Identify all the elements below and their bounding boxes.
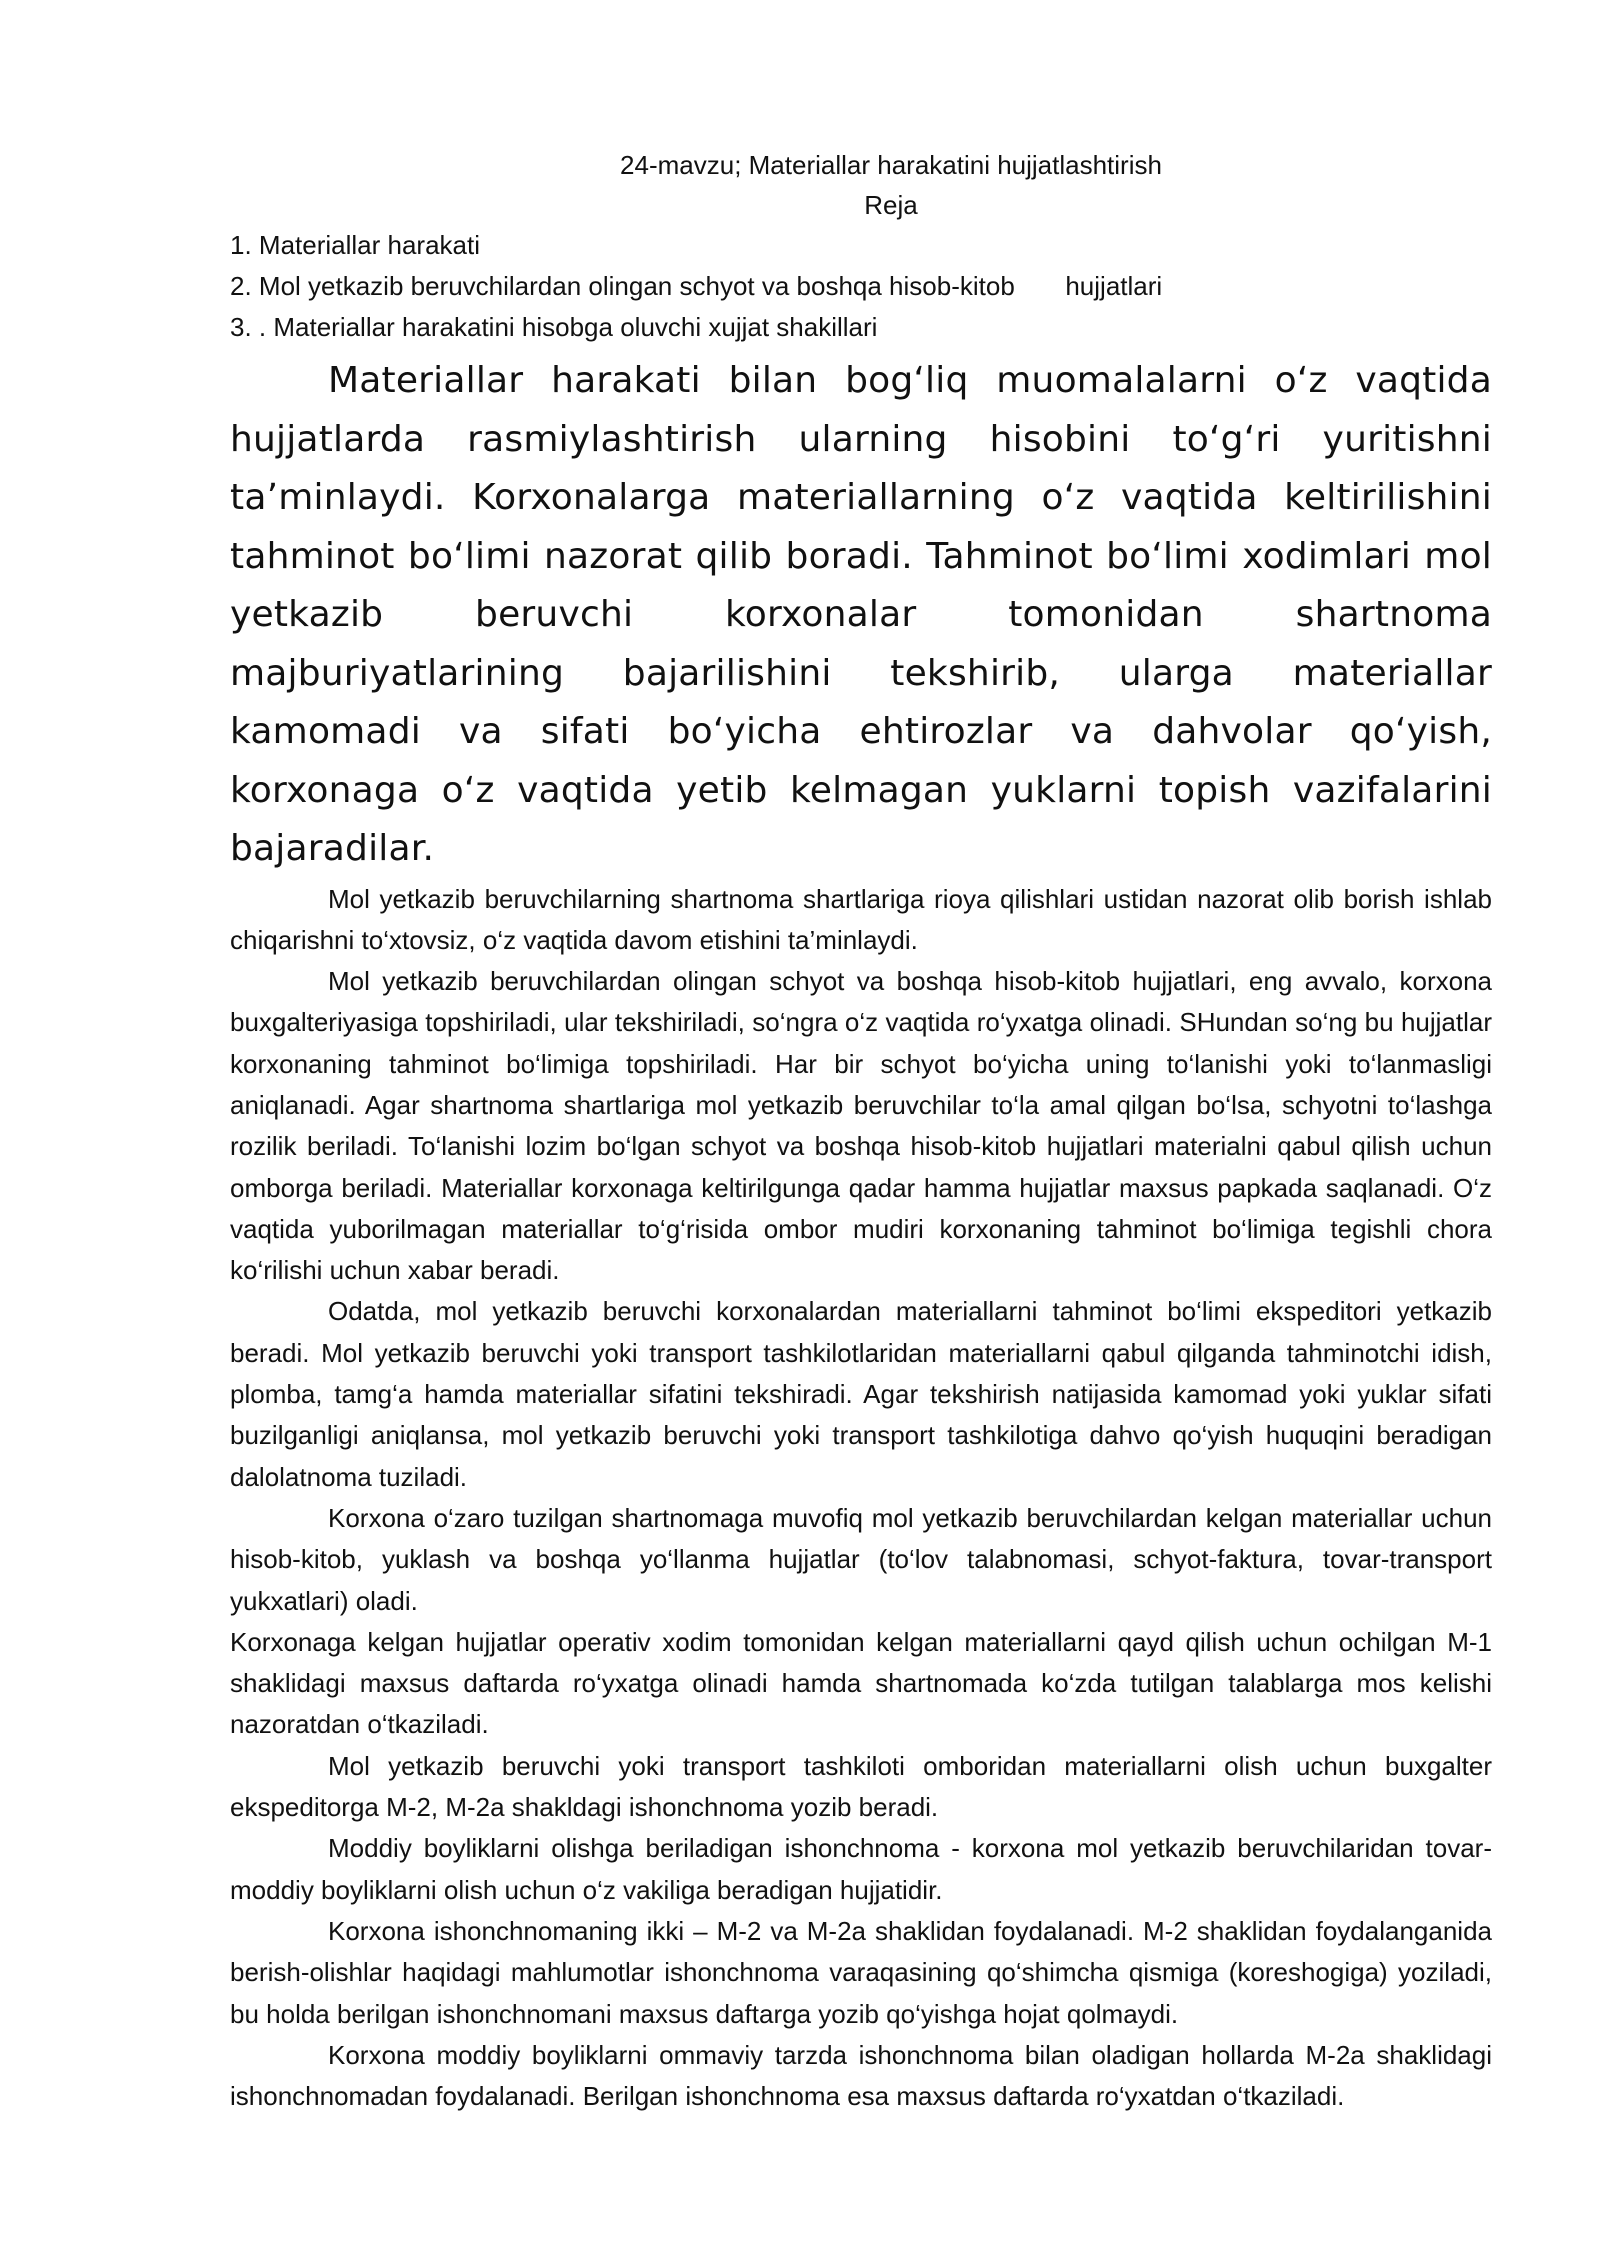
body-paragraph-8: Korxona ishonchnomaning ikki – M-2 va M-2a shaklidan foydalanadi. M-2 shaklidan foydalanganida berish-olishlar haqidagi mahlumotlar ishonchnoma varaqasining qo‘shimcha qismiga (koreshogiga) yoziladi, bu holda berilgan ishonchnomani maxsus daftarga yozib qo‘yishga hojat qolmaydi.: [230, 1915, 1492, 2029]
body-paragraph-2: Mol yetkazib beruvchilardan olingan schyot va boshqa hisob-kitob hujjatlari, eng avvalo, korxona buxgalteriyasiga topshiriladi, ular tekshiriladi, so‘ngra o‘z vaqtida ro‘yxatga olinadi. SHundan so‘ng bu hujjatlar korxonaning tahminot bo‘limiga topshiriladi. Har bir schyot bo‘yicha uning to‘lanishi yoki to‘lanmasligi aniqlanadi. Agar shartnoma shartlariga mol yetkazib beruvchilar to‘la amal qilgan bo‘lsa, schyotni to‘lashga rozilik beriladi. To‘lanishi lozim bo‘lgan schyot va boshqa hisob-kitob hujjatlari materialni qabul qilish uchun omborga beriladi. Materiallar korxonaga keltirilgunga qadar hamma hujjatlar maxsus papkada saqlanadi. O‘z vaqtida yuborilmagan materiallar to‘g‘risida ombor mudiri korxonaning tahminot bo‘limiga tegishli chora ko‘rilishi uchun xabar beradi.: [230, 966, 1492, 1286]
document-title: 24-mavzu; Materiallar harakatini hujjatlashtirish: [620, 150, 1162, 180]
document-page: [230, 145, 1492, 2117]
lead-paragraph: Materiallar harakati bilan bog‘liq muomalalarni o‘z vaqtida hujjatlarda rasmiylashtirish ularning hisobini to‘g‘ri yuritishni ta’minlaydi. Korxonalarga materiallarning o‘z vaqtida keltirilishini tahminot bo‘limi nazorat qilib boradi. Tahminot bo‘limi xodimlari mol yetkazib beruvchi korxonalar tomonidan shartnoma majburiyatlarining bajarilishini tekshirib, ularga materiallar kamomadi va sifati bo‘yicha ehtirozlar va dahvolar qo‘yish, korxonaga o‘z vaqtida yetib kelmagan yuklarni topish vazifalarini bajaradilar.: [230, 360, 1492, 869]
body-paragraph-7: Moddiy boyliklarni olishga beriladigan ishonchnoma - korxona mol yetkazib beruvchilaridan tovar-moddiy boyliklarni olish uchun o‘z vakiliga beradigan hujjatidir.: [230, 1833, 1492, 1905]
body-paragraph-1: Mol yetkazib beruvchilarning shartnoma shartlariga rioya qilishlari ustidan nazorat olib borish ishlab chiqarishni to‘xtovsiz, o‘z vaqtida davom etishini ta’minlaydi.: [230, 883, 1492, 955]
plan-item-1: 1. Materiallar harakati: [230, 230, 480, 260]
body-paragraph-6: Mol yetkazib beruvchi yoki transport tashkiloti omboridan materiallarni olish uchun buxgalter ekspeditorga M-2, M-2a shakldagi ishonchnoma yozib beradi.: [230, 1750, 1492, 1823]
body-paragraph-5: Korxonaga kelgan hujjatlar operativ xodim tomonidan kelgan materiallarni qayd qilish uchun ochilgan M-1 shaklidagi maxsus daftarda ro‘yxatga olinadi hamda shartnomada ko‘zda tutilgan talablarga mos kelishi nazoratdan o‘tkaziladi.: [230, 1626, 1492, 1740]
plan-item-2: 2. Mol yetkazib beruvchilardan olingan schyot va boshqa hisob-kitob hujjatlari: [230, 271, 1163, 301]
body-paragraph-4: Korxona o‘zaro tuzilgan shartnomaga muvofiq mol yetkazib beruvchilardan kelgan materiallar uchun hisob-kitob, yuklash va boshqa yo‘llanma hujjatlar (to‘lov talabnomasi, schyot-faktura, tovar-transport yukxatlari) oladi.: [230, 1502, 1492, 1616]
body-paragraph-3: Odatda, mol yetkazib beruvchi korxonalardan materiallarni tahminot bo‘limi ekspeditori yetkazib beradi. Mol yetkazib beruvchi yoki transport tashkilotlaridan materiallarni qabul qilganda tahminotchi idish, plomba, tamg‘a hamda materiallar sifatini tekshiradi. Agar tekshirish natijasida kamomad yoki yuklar sifati buzilganligi aniqlansa, mol yetkazib beruvchi yoki transport tashkilotiga dahvo qo‘yish huquqini beradigan dalolatnoma tuziladi.: [230, 1296, 1492, 1492]
plan-item-3: 3. . Materiallar harakatini hisobga oluvchi xujjat shakillari: [230, 312, 878, 342]
body-paragraph-9: Korxona moddiy boyliklarni ommaviy tarzda ishonchnoma bilan oladigan hollarda M-2a shaklidagi ishonchnomadan foydalanadi. Berilgan ishonchnoma esa maxsus daftarda ro‘yxatdan o‘tkaziladi.: [230, 2039, 1492, 2112]
plan-heading: Reja: [864, 190, 918, 220]
